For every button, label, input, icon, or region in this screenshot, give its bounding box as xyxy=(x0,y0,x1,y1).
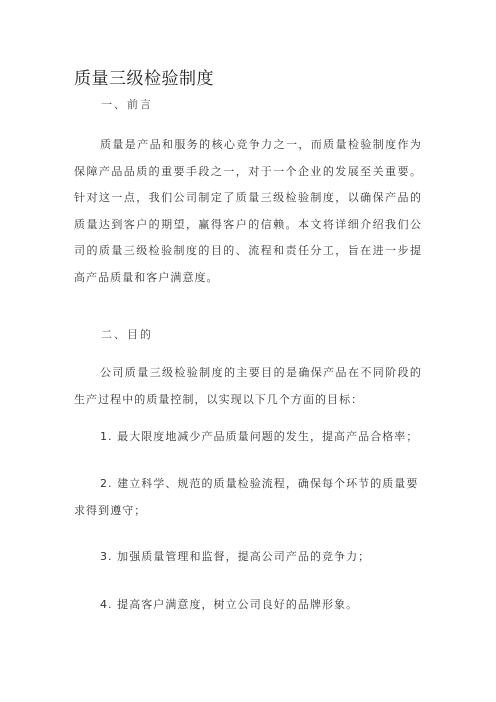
purpose-paragraph: 公司质量三级检验制度的主要目的是确保产品在不同阶段的生产过程中的质量控制，以实现以下几个方面的目标： xyxy=(74,366,422,406)
list-item: 4. 提高客户满意度，树立公司良好的品牌形象。 xyxy=(100,598,359,611)
section-heading-preface: 一、前言 xyxy=(101,98,153,111)
document-title: 质量三级检验制度 xyxy=(74,69,214,89)
preface-paragraph: 质量是产品和服务的核心竞争力之一，而质量检验制度作为保障产品品质的重要手段之一，对于一个企业的发展至关重要。针对这一点，我们公司制定了质量三级检验制度，以确保产品的质量达到客户的期望，赢得客户的信赖。本文将详细介绍我们公司的质量三级检验制度的目的、流程和责任分工，旨在进一步提高产品质量和客户满意度。 xyxy=(74,138,422,284)
section-heading-purpose: 二、目的 xyxy=(101,328,153,341)
list-item: 3. 加强质量管理和监督，提高公司产品的竞争力； xyxy=(100,550,371,563)
list-item: 1. 最大限度地减少产品质量问题的发生，提高产品合格率； xyxy=(100,430,419,443)
list-item: 2. 建立科学、规范的质量检验流程，确保每个环节的质量要求得到遵守； xyxy=(74,477,419,517)
